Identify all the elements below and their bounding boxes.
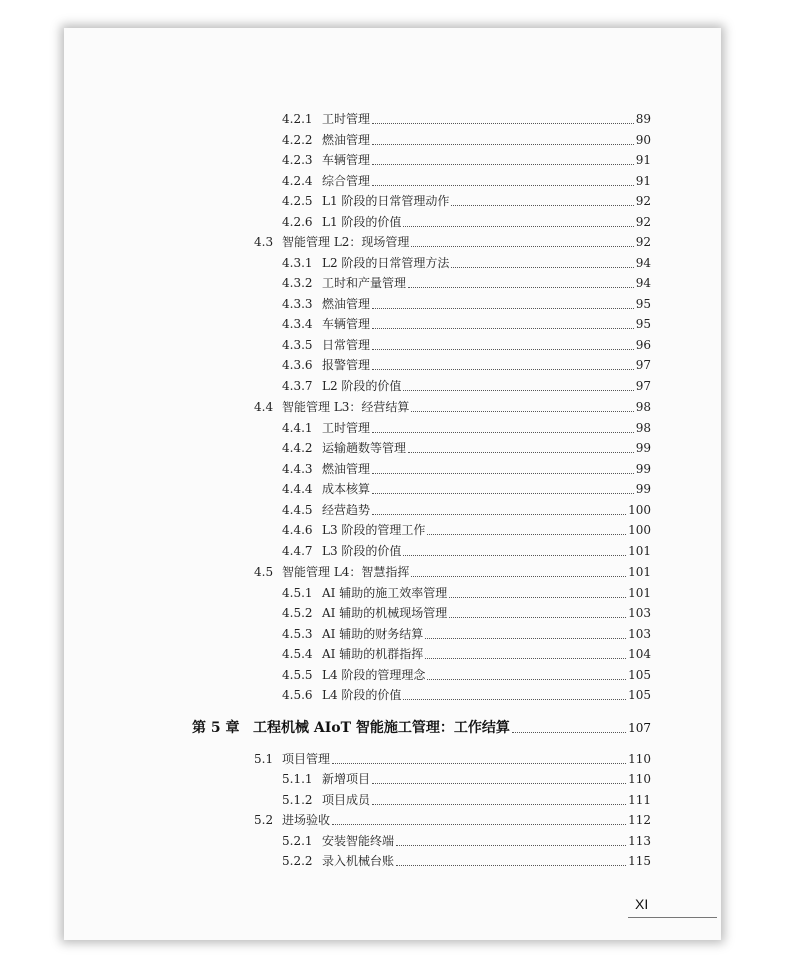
toc-entry: 4.5.4 AI 辅助的机群指挥 104 (282, 647, 651, 661)
toc-entry: 5.1.1 新增项目 110 (282, 772, 651, 786)
toc-section-entry: 5.1 项目管理 110 (254, 752, 651, 766)
toc-entry: 4.3.3 燃油管理 95 (282, 297, 651, 311)
toc-entry: 4.4.5 经营趋势 100 (282, 503, 651, 517)
toc-chapter-entry: 第 5 章 工程机械 AIoT 智能施工管理：工作结算 107 (192, 720, 651, 736)
dot-leader (403, 542, 626, 556)
book-page (64, 28, 721, 940)
dot-leader (451, 254, 633, 268)
dot-leader (451, 192, 633, 206)
dot-leader (411, 398, 633, 412)
dot-leader (372, 419, 634, 433)
toc-entry: 4.3.4 车辆管理 95 (282, 317, 651, 331)
dot-leader (427, 521, 626, 535)
toc-entry: 4.3.5 日常管理 96 (282, 338, 651, 352)
toc-entry: 4.2.6 L1 阶段的价值 92 (282, 215, 651, 229)
dot-leader (403, 213, 633, 227)
toc-entry: 5.2.1 安装智能终端 113 (282, 834, 651, 848)
dot-leader (403, 686, 626, 700)
dot-leader (372, 131, 634, 145)
dot-leader (372, 151, 634, 165)
footer-rule (628, 917, 717, 918)
dot-leader (372, 791, 626, 805)
dot-leader (411, 233, 633, 247)
dot-leader (512, 719, 626, 733)
toc-entry: 4.5.5 L4 阶段的管理理念 105 (282, 668, 651, 682)
dot-leader (372, 356, 634, 370)
dot-leader (408, 274, 634, 288)
dot-leader (372, 295, 634, 309)
toc-entry: 4.2.3 车辆管理 91 (282, 153, 651, 167)
dot-leader (403, 377, 633, 391)
dot-leader (396, 852, 626, 866)
dot-leader (449, 584, 626, 598)
toc-section-entry: 5.2 进场验收 112 (254, 813, 651, 827)
toc-entry: 4.2.5 L1 阶段的日常管理动作 92 (282, 194, 651, 208)
toc-section-entry: 4.5 智能管理 L4：智慧指挥 101 (254, 565, 651, 579)
toc-entry: 4.5.3 AI 辅助的财务结算 103 (282, 627, 651, 641)
toc-entry: 4.5.1 AI 辅助的施工效率管理 101 (282, 586, 651, 600)
dot-leader (411, 563, 626, 577)
dot-leader (396, 832, 626, 846)
toc-entry: 4.4.2 运输趟数等管理 99 (282, 441, 651, 455)
toc-entry: 4.4.1 工时管理 98 (282, 421, 651, 435)
toc-entry: 4.2.4 综合管理 91 (282, 174, 651, 188)
toc-entry: 4.2.2 燃油管理 90 (282, 133, 651, 147)
toc-entry: 4.3.7 L2 阶段的价值 97 (282, 379, 651, 393)
dot-leader (372, 110, 634, 124)
dot-leader (372, 770, 626, 784)
toc-entry: 4.3.6 报警管理 97 (282, 358, 651, 372)
dot-leader (372, 501, 626, 515)
dot-leader (425, 625, 626, 639)
toc-entry: 4.3.1 L2 阶段的日常管理方法 94 (282, 256, 651, 270)
dot-leader (372, 172, 634, 186)
dot-leader (427, 666, 626, 680)
table-of-contents (64, 28, 721, 940)
page-number: XI (635, 896, 649, 912)
dot-leader (408, 439, 634, 453)
toc-entry: 4.4.7 L3 阶段的价值 101 (282, 544, 651, 558)
toc-entry: 5.1.2 项目成员 111 (282, 793, 651, 807)
dot-leader (372, 480, 634, 494)
dot-leader (425, 645, 626, 659)
toc-entry: 4.2.1 工时管理 89 (282, 112, 651, 126)
dot-leader (372, 315, 634, 329)
dot-leader (372, 336, 634, 350)
toc-entry: 4.4.6 L3 阶段的管理工作 100 (282, 523, 651, 537)
toc-entry: 4.4.3 燃油管理 99 (282, 462, 651, 476)
toc-section-entry: 4.4 智能管理 L3：经营结算 98 (254, 400, 651, 414)
dot-leader (332, 811, 626, 825)
dot-leader (372, 460, 634, 474)
dot-leader (332, 750, 626, 764)
toc-entry: 4.4.4 成本核算 99 (282, 482, 651, 496)
toc-entry: 5.2.2 录入机械台账 115 (282, 854, 651, 868)
toc-section-entry: 4.3 智能管理 L2：现场管理 92 (254, 235, 651, 249)
toc-entry: 4.5.2 AI 辅助的机械现场管理 103 (282, 606, 651, 620)
toc-entry: 4.3.2 工时和产量管理 94 (282, 276, 651, 290)
dot-leader (449, 604, 626, 618)
toc-entry: 4.5.6 L4 阶段的价值 105 (282, 688, 651, 702)
